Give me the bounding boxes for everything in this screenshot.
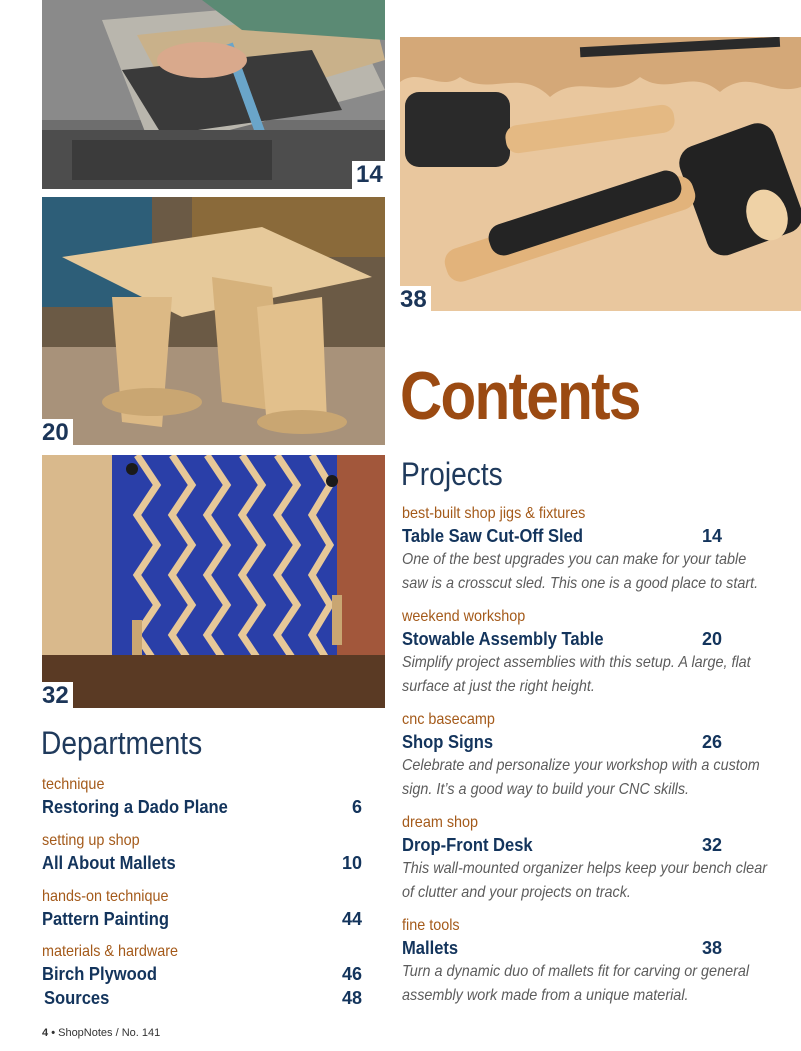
entry-category: hands-on technique [42,888,169,905]
entry-page-number: 20 [701,629,722,649]
assembly-table-photo[interactable] [42,197,385,445]
entry-description: One of the best upgrades you can make for your table [402,551,747,568]
page-title: Contents [400,358,640,434]
page-footer [42,1027,160,1039]
entry-category: best-built shop jigs & fixtures [402,505,586,522]
entry-title[interactable]: Shop Signs [402,732,494,752]
department-entry[interactable] [44,986,362,1010]
department-entry[interactable] [42,775,362,819]
entry-title[interactable]: Birch Plywood [42,964,158,984]
entry-description: Turn a dynamic duo of mallets fit for carving or general [402,963,750,980]
project-entry[interactable] [402,504,759,596]
department-entry[interactable] [42,831,362,875]
entry-page-number: 26 [701,732,722,752]
project-entry[interactable] [402,607,751,699]
entry-category: weekend workshop [402,608,526,625]
entry-description: sign. It’s a good way to build your CNC skills. [402,781,690,798]
entry-page-number: 6 [351,797,362,817]
entry-page-number: 10 [341,853,362,873]
entry-title[interactable]: Table Saw Cut-Off Sled [402,526,583,546]
project-entry[interactable] [402,710,760,802]
project-entry[interactable] [402,813,767,905]
entry-description: Celebrate and personalize your workshop with a custom [402,757,760,774]
entry-category: dream shop [402,814,479,831]
page-number-badge: 38 [396,286,431,314]
entry-category: fine tools [402,917,460,934]
footer-bullet: • [51,1027,56,1039]
entry-description: of clutter and your projects on track. [402,884,631,901]
entry-page-number: 14 [701,526,722,546]
entry-title[interactable]: Stowable Assembly Table [402,629,604,649]
projects-heading: Projects [401,456,503,492]
entry-description: saw is a crosscut sled. This one is a good place to start. [402,575,759,592]
entry-page-number: 48 [341,988,362,1008]
page-number-badge: 20 [38,419,73,447]
entry-title[interactable]: Pattern Painting [42,909,169,929]
drop-front-desk-photo[interactable] [42,455,385,708]
entry-title[interactable]: Sources [44,988,110,1008]
page-number-badge: 32 [38,682,73,710]
entry-category: setting up shop [42,832,140,849]
department-entry[interactable] [42,887,362,931]
entry-category: cnc basecamp [402,711,495,728]
footer-magazine: ShopNotes / No. 141 [58,1027,161,1039]
project-entry[interactable] [402,916,750,1008]
entry-title[interactable]: Mallets [402,938,459,958]
entry-description: Simplify project assemblies with this setup. A large, flat [402,654,751,671]
page-number-badge: 14 [352,161,387,189]
table-saw-sled-photo[interactable] [42,0,385,189]
department-entry[interactable] [42,942,362,986]
entry-title[interactable]: All About Mallets [42,853,176,873]
mallets-photo[interactable] [400,37,801,311]
entry-page-number: 44 [341,909,362,929]
entry-category: materials & hardware [42,943,179,960]
footer-page-number: 4 [42,1027,49,1039]
entry-category: technique [42,776,105,793]
entry-page-number: 32 [701,835,722,855]
entry-description: This wall-mounted organizer helps keep your bench clear [402,860,767,877]
entry-description: assembly work made from a unique material. [402,987,689,1004]
entry-description: surface at just the right height. [402,678,595,695]
departments-heading: Departments [41,725,203,761]
entry-page-number: 46 [341,964,362,984]
entry-title[interactable]: Drop-Front Desk [402,835,533,855]
entry-page-number: 38 [701,938,722,958]
entry-title[interactable]: Restoring a Dado Plane [42,797,228,817]
